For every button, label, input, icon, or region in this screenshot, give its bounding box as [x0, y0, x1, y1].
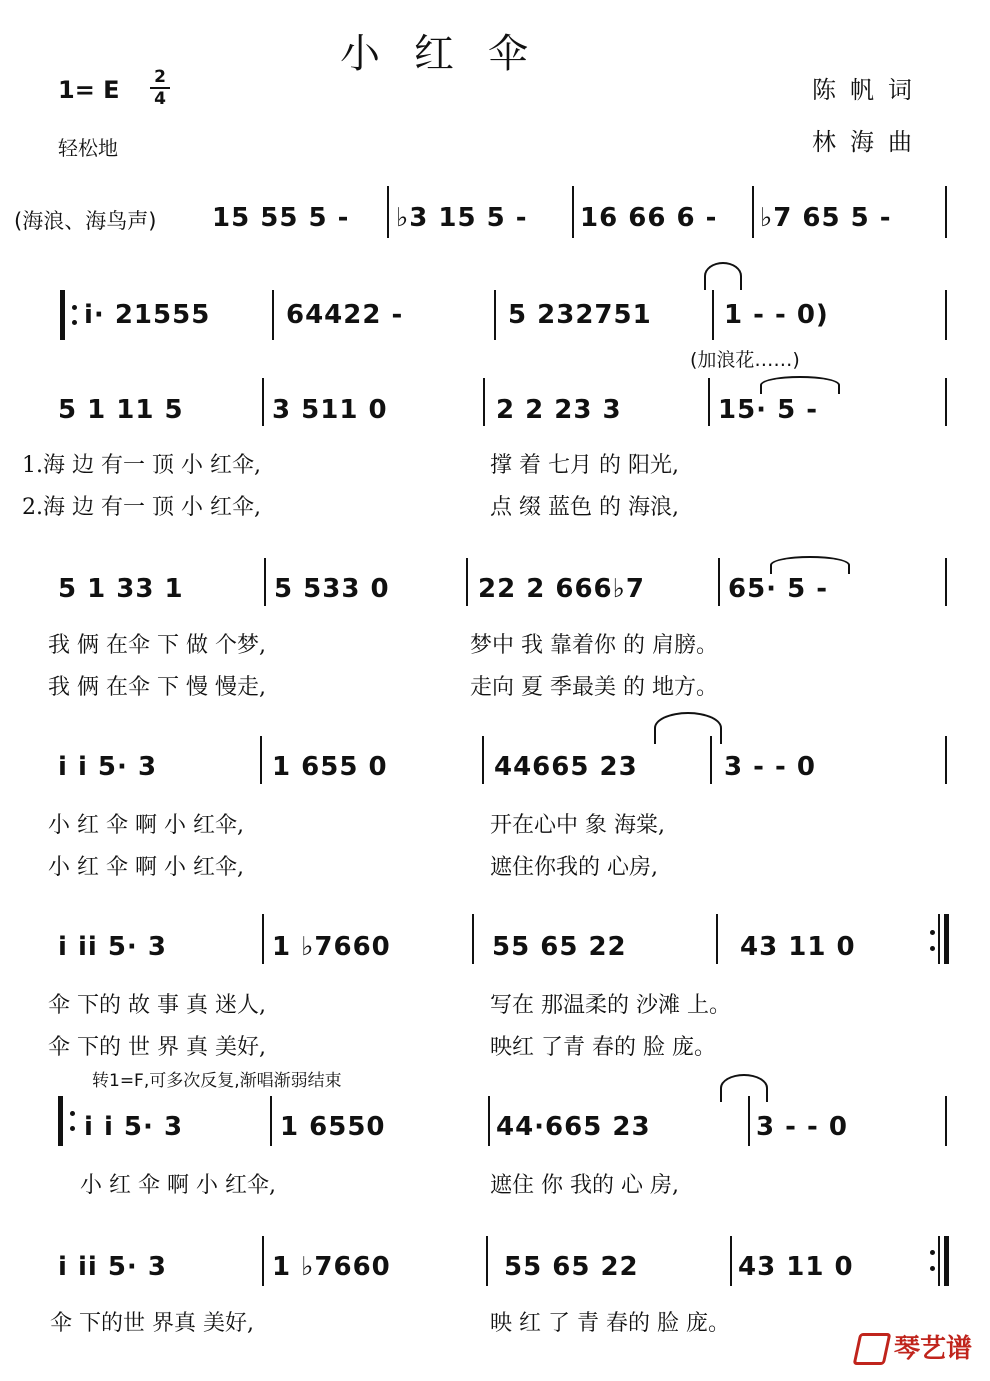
repeat-dot	[72, 305, 77, 310]
measure: 65· 5 -	[728, 574, 829, 604]
measure: 5 1 33 1	[58, 574, 184, 604]
intro-measure: 16 66 6 -	[580, 203, 718, 233]
barline	[945, 186, 947, 238]
repeat-start-barline	[60, 290, 65, 340]
lyric-verse1: 1.海 边 有一 顶 小 红伞,	[22, 453, 261, 478]
lyric-verse1: 开在心中 象 海棠,	[490, 813, 665, 838]
repeat-dot	[70, 1111, 75, 1116]
intro-measure: 15 55 5 -	[212, 203, 350, 233]
lyric-verse1: 小 红 伞 啊 小 红伞,	[48, 813, 244, 838]
repeat-dot	[930, 1250, 935, 1255]
measure: i i 5· 3	[84, 1112, 184, 1142]
slur	[760, 376, 840, 394]
measure: 22 2 666♭7	[478, 574, 646, 604]
measure: 44·665 23	[496, 1112, 651, 1142]
measure: 5 232751	[508, 300, 652, 330]
barline	[494, 290, 496, 340]
logo-mark-icon	[853, 1333, 892, 1365]
barline	[945, 736, 947, 784]
repeat-end-barline	[938, 914, 940, 964]
barline	[716, 914, 718, 964]
lyric-verse1: 映 红 了 青 春的 脸 庞。	[490, 1311, 730, 1336]
time-signature	[150, 68, 170, 108]
time-signature-top: 2	[154, 67, 166, 87]
lyric-verse1: 写在 那温柔的 沙滩 上。	[490, 993, 731, 1018]
lyric-verse2: 伞 下的 世 界 真 美好,	[48, 1035, 266, 1060]
intro-label: (海浪、海鸟声)	[14, 209, 157, 233]
measure: 1 6550	[280, 1112, 386, 1142]
measure: 3 - - 0	[756, 1112, 848, 1142]
measure: 64422 -	[286, 300, 404, 330]
barline	[472, 914, 474, 964]
lyric-verse2: 2.海 边 有一 顶 小 红伞,	[22, 495, 261, 520]
barline	[488, 1096, 490, 1146]
barline	[272, 290, 274, 340]
site-logo	[856, 1328, 972, 1366]
barline	[752, 186, 754, 238]
lyric-verse1: 撑 着 七月 的 阳光,	[490, 453, 679, 478]
barline	[483, 378, 485, 426]
measure: 43 11 0	[740, 932, 856, 962]
barline	[262, 914, 264, 964]
barline	[264, 558, 266, 606]
lyric-verse1: 伞 下的世 界真 美好,	[50, 1311, 254, 1336]
measure: 2 2 23 3	[496, 395, 622, 425]
repeat-dot	[72, 320, 77, 325]
barline	[945, 290, 947, 340]
time-signature-bottom: 4	[154, 89, 166, 109]
barline	[708, 378, 710, 426]
measure: 44665 23	[494, 752, 638, 782]
repeat-dot	[930, 1266, 935, 1271]
barline	[712, 290, 714, 340]
barline	[270, 1096, 272, 1146]
repeat-end-barline-thick	[944, 1236, 949, 1286]
barline	[482, 736, 484, 784]
tempo-marking: 轻松地	[58, 136, 118, 160]
lyric-verse2: 点 缀 蓝色 的 海浪,	[490, 495, 679, 520]
measure: 3 - - 0	[724, 752, 816, 782]
lyric-verse2: 小 红 伞 啊 小 红伞,	[48, 855, 244, 880]
lyric-verse2: 映红 了青 春的 脸 庞。	[490, 1035, 716, 1060]
measure: 5 1 11 5	[58, 395, 184, 425]
barline	[730, 1236, 732, 1286]
barline	[262, 1236, 264, 1286]
measure: i ii 5· 3	[58, 932, 167, 962]
barline	[945, 558, 947, 606]
lyric-verse1: 我 俩 在伞 下 做 个梦,	[48, 633, 266, 658]
intro-measure: ♭3 15 5 -	[396, 203, 528, 233]
barline	[260, 736, 262, 784]
repeat-end-barline-thick	[944, 914, 949, 964]
measure: 55 65 22	[504, 1252, 639, 1282]
key-signature: 1= E	[58, 76, 120, 104]
measure: 15· 5 -	[718, 395, 819, 425]
measure: i· 21555	[84, 300, 211, 330]
barline	[572, 186, 574, 238]
barline	[466, 558, 468, 606]
modulation-note: 转1=F,可多次反复,渐唱渐弱结束	[92, 1071, 342, 1091]
barline	[262, 378, 264, 426]
barline	[945, 378, 947, 426]
page-title: 小红伞	[340, 31, 562, 77]
composer-credit: 林海曲	[812, 128, 926, 156]
measure: 3 511 0	[272, 395, 388, 425]
intro-measure: ♭7 65 5 -	[760, 203, 892, 233]
measure: i i 5· 3	[58, 752, 158, 782]
lyric-verse1: 梦中 我 靠着你 的 肩膀。	[470, 633, 718, 658]
measure: 55 65 22	[492, 932, 627, 962]
lyric-verse2: 遮住你我的 心房,	[490, 855, 658, 880]
barline	[387, 186, 389, 238]
measure: 43 11 0	[738, 1252, 854, 1282]
measure: 5 533 0	[274, 574, 390, 604]
slur	[720, 1074, 768, 1102]
fermata-tie	[704, 262, 742, 290]
lyric-verse2: 我 俩 在伞 下 慢 慢走,	[48, 675, 266, 700]
lyric-verse1: 遮住 你 我的 心 房,	[490, 1173, 679, 1198]
slur	[654, 712, 722, 744]
repeat-dot	[930, 930, 935, 935]
lyric-verse1: 伞 下的 故 事 真 迷人,	[48, 993, 266, 1018]
repeat-start-barline	[58, 1096, 63, 1146]
barline	[748, 1096, 750, 1146]
annotation-waves: (加浪花……)	[690, 349, 800, 371]
lyric-verse2: 走向 夏 季最美 的 地方。	[470, 675, 718, 700]
logo-text: 琴艺谱	[893, 1333, 972, 1364]
barline	[718, 558, 720, 606]
measure: 1 655 0	[272, 752, 388, 782]
lyricist-credit: 陈帆词	[812, 76, 926, 104]
barline	[486, 1236, 488, 1286]
measure: 1 ♭7660	[272, 1252, 391, 1282]
lyric-verse1: 小 红 伞 啊 小 红伞,	[80, 1173, 276, 1198]
repeat-dot	[930, 946, 935, 951]
measure: 1 ♭7660	[272, 932, 391, 962]
repeat-end-barline	[938, 1236, 940, 1286]
repeat-dot	[70, 1126, 75, 1131]
barline	[945, 1096, 947, 1146]
slur	[770, 556, 850, 574]
measure: i ii 5· 3	[58, 1252, 167, 1282]
measure: 1 - - 0)	[724, 300, 829, 330]
